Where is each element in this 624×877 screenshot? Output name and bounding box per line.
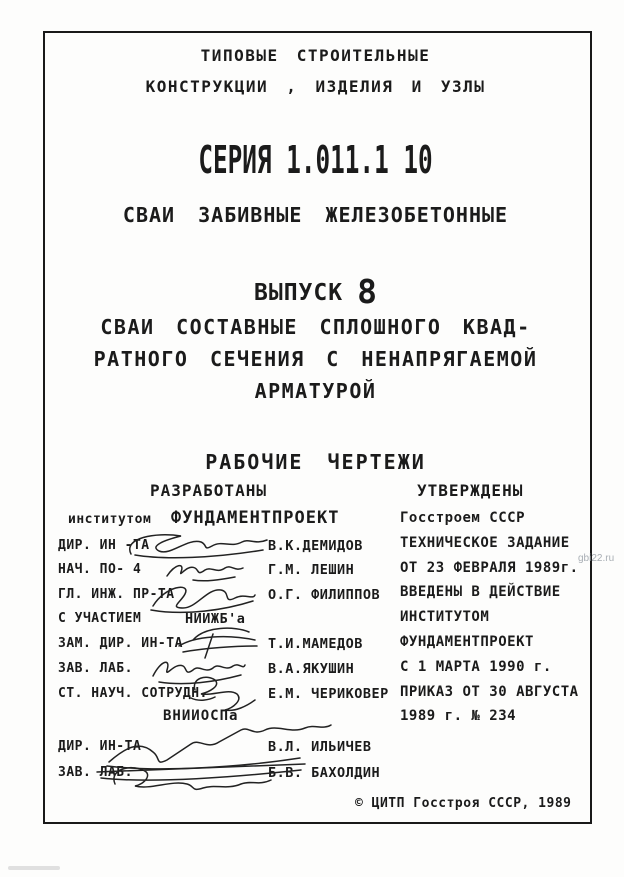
- person-name: Г.М. ЛЕШИН: [268, 562, 355, 578]
- person-name: О.Г. ФИЛИППОВ: [268, 587, 381, 603]
- approved-line: ИНСТИТУТОМ: [400, 609, 490, 626]
- approved-line: ОТ 23 ФЕВРАЛЯ 1989г.: [400, 559, 579, 576]
- approved-header: УТВЕРЖДЕНЫ: [417, 481, 524, 500]
- signature-ilyichev: [107, 725, 331, 769]
- participation-org: НИИЖБ'а: [185, 611, 246, 627]
- role-label: ЗАМ. ДИР. ИН-ТА: [58, 636, 183, 651]
- copyright-line: © ЦИТП Госстроя СССР, 1989: [355, 796, 572, 811]
- person-name: В.Л. ИЛЬИЧЕВ: [268, 739, 372, 755]
- approved-line: Госстроем СССР: [400, 510, 526, 526]
- faint-corner-watermark: [8, 866, 60, 870]
- issue-label: ВЫПУСК: [254, 280, 344, 306]
- approved-line: С 1 МАРТА 1990 г.: [400, 658, 552, 675]
- role-label: ДИР. ИН -ТА: [58, 538, 150, 553]
- institute-line: [68, 508, 339, 528]
- issue-desc-line1: СВАИ СОСТАВНЫЕ СПЛОШНОГО КВАД-: [100, 315, 531, 339]
- signature-mamedov: [179, 628, 257, 658]
- approved-line: ПРИКАЗ ОТ 30 АВГУСТА: [400, 683, 579, 700]
- role-label: ДИР. ИН-ТА: [58, 739, 142, 754]
- series-title: СЕРИЯ 1.011.1 10: [198, 138, 433, 182]
- role-label: НАЧ. ПО- 4: [58, 562, 142, 577]
- issue-desc-line3: АРМАТУРОЙ: [254, 379, 377, 403]
- person-name: Е.М. ЧЕРИКОВЕР: [268, 686, 389, 702]
- issue-number: 8: [357, 272, 377, 311]
- approved-line: ВВЕДЕНЫ В ДЕЙСТВИЕ: [400, 584, 561, 601]
- working-drawings-title: РАБОЧИЕ ЧЕРТЕЖИ: [205, 450, 426, 474]
- person-name: В.К.ДЕМИДОВ: [268, 538, 363, 554]
- org2-label: ВНИИОСПа: [163, 708, 239, 724]
- role-label: СТ. НАУЧ. СОТРУДН.: [58, 686, 208, 701]
- person-name: В.А.ЯКУШИН: [268, 661, 355, 677]
- signature-bakholdin: [97, 764, 305, 789]
- role-label: ЗАВ. ЛАБ.: [58, 661, 133, 676]
- person-name: Т.И.МАМЕДОВ: [268, 636, 363, 652]
- issue-desc-line2: РАТНОГО СЕЧЕНИЯ С НЕНАПРЯГАЕМОЙ: [93, 347, 538, 371]
- institute-name: ФУНДАМЕНТПРОЕКТ: [170, 508, 340, 528]
- signature-demidov: [130, 535, 267, 558]
- institute-prefix: институтом: [68, 512, 152, 527]
- role-label: ЗАВ. ЛАБ.: [58, 765, 133, 780]
- signature-leshin: [167, 566, 243, 581]
- developed-header: РАЗРАБОТАНЫ: [150, 481, 267, 500]
- signatures-overlay: [95, 530, 405, 800]
- issue-line: [45, 272, 586, 311]
- person-name: Б.В. БАХОЛДИН: [268, 765, 381, 781]
- role-label: ГЛ. ИНЖ. ПР-ТА: [58, 587, 175, 602]
- signature-filippov: [151, 587, 255, 612]
- doc-subtitle: СВАИ ЗАБИВНЫЕ ЖЕЛЕЗОБЕТОННЫЕ: [122, 203, 509, 227]
- signature-yakushin: [153, 662, 245, 683]
- doc-header-line2: КОНСТРУКЦИИ , ИЗДЕЛИЯ И УЗЛЫ: [145, 77, 486, 96]
- doc-header-line1: ТИПОВЫЕ СТРОИТЕЛЬНЫЕ: [200, 46, 431, 65]
- site-watermark: gbi22.ru: [578, 553, 615, 564]
- approved-line: ФУНДАМЕНТПРОЕКТ: [400, 633, 534, 650]
- approved-column: [400, 506, 579, 729]
- approved-line: ТЕХНИЧЕСКОЕ ЗАДАНИЕ: [400, 534, 570, 551]
- participation-label: С УЧАСТИЕМ: [58, 611, 142, 626]
- approved-line: 1989 г. № 234: [400, 708, 517, 725]
